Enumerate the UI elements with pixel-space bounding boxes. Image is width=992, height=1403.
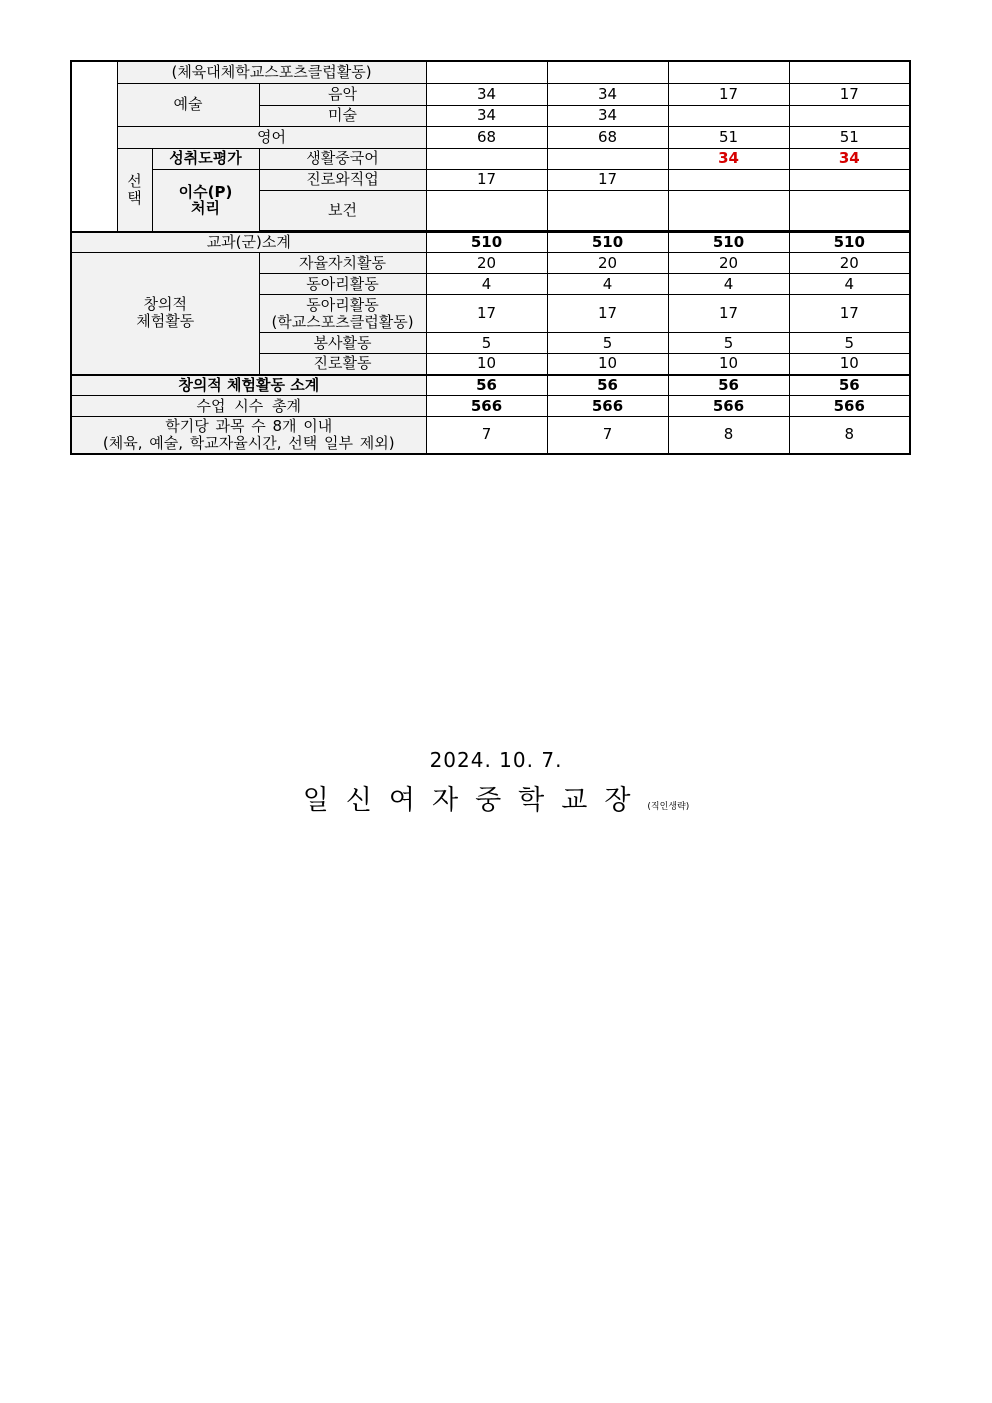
cell-self-gov-3: 20 [668,253,789,274]
label-achievement-eval: 성취도평가 [152,148,259,169]
label-chinese: 생활중국어 [259,148,426,169]
row-english [71,126,910,148]
cell-career-act-3: 10 [668,354,789,375]
cell-art-4 [789,105,910,126]
cell-club2-2: 17 [547,295,668,333]
row-total [71,396,910,417]
label-subjects-per-term: 학기당 과목 수 8개 이내 (체육, 예술, 학교자율시간, 선택 일부 제외) [71,417,426,454]
cell-volunteer-4: 5 [789,333,910,354]
label-english: 영어 [117,126,426,148]
cell-volunteer-1: 5 [426,333,547,354]
cell-chinese-2 [547,148,668,169]
cell-club2-1: 17 [426,295,547,333]
cell-club2-4: 17 [789,295,910,333]
cell-total-3: 566 [668,396,789,417]
cell-english-4: 51 [789,126,910,148]
label-creative-sub: 창의적 체험활동 소계 [71,375,426,396]
cell-creative-sub-2: 56 [547,375,668,396]
cell-health-4 [789,190,910,230]
cell-career-act-4: 10 [789,354,910,375]
label-self-gov: 자율자치활동 [259,253,426,274]
cell-total-1: 566 [426,396,547,417]
cell-music-4: 17 [789,83,910,105]
cell-health-2 [547,190,668,230]
cell-self-gov-2: 20 [547,253,668,274]
cell-art-3 [668,105,789,126]
cell-chinese-1 [426,148,547,169]
cell-pe-2 [547,61,668,83]
cell-health-1 [426,190,547,230]
cell-subtotal-1: 510 [426,232,547,253]
label-club: 동아리활동 [259,274,426,295]
school-name: 일신여자중학교장 [302,785,648,816]
cell-club-4: 4 [789,274,910,295]
cell-club-3: 4 [668,274,789,295]
label-art: 미술 [259,105,426,126]
cell-music-3: 17 [668,83,789,105]
row-subtotal [71,232,910,253]
cell-club2-3: 17 [668,295,789,333]
cell-total-2: 566 [547,396,668,417]
label-subtotal: 교과(군)소계 [71,232,426,253]
school-principal [0,778,992,817]
cell-art-2: 34 [547,105,668,126]
cell-chinese-3: 34 [668,148,789,169]
cell-health-3 [668,190,789,230]
label-elective: 선 택 [117,148,152,232]
row-chinese [71,148,910,169]
cell-self-gov-1: 20 [426,253,547,274]
label-pe-club: (체육대체학교스포츠클럽활동) [117,61,426,83]
label-music: 음악 [259,83,426,105]
cell-chinese-4: 34 [789,148,910,169]
cell-music-1: 34 [426,83,547,105]
cell-art-1: 34 [426,105,547,126]
cell-english-1: 68 [426,126,547,148]
label-health: 보건 [259,190,426,230]
cell-english-3: 51 [668,126,789,148]
row-career [71,169,910,190]
row-creative-sub [71,375,910,396]
row-self-gov [71,253,910,274]
cell-subjects-3: 8 [668,417,789,454]
cell-total-4: 566 [789,396,910,417]
cell-subtotal-4: 510 [789,232,910,253]
row-pe-club [71,61,910,83]
label-volunteer: 봉사활동 [259,333,426,354]
cell-creative-sub-3: 56 [668,375,789,396]
cell-pe-1 [426,61,547,83]
cell-music-2: 34 [547,83,668,105]
label-pass-p: 이수(P) 처리 [152,169,259,232]
cell-career-act-1: 10 [426,354,547,375]
curriculum-table [70,60,911,455]
label-creative: 창의적 체험활동 [71,253,259,375]
cell-career-act-2: 10 [547,354,668,375]
group-spacer [71,61,117,232]
cell-self-gov-4: 20 [789,253,910,274]
cell-club-1: 4 [426,274,547,295]
cell-volunteer-2: 5 [547,333,668,354]
label-career: 진로와직업 [259,169,426,190]
cell-career-1: 17 [426,169,547,190]
cell-subtotal-2: 510 [547,232,668,253]
cell-subtotal-3: 510 [668,232,789,253]
label-club2: 동아리활동 (학교스포츠클럽활동) [259,295,426,333]
cell-subjects-4: 8 [789,417,910,454]
cell-career-2: 17 [547,169,668,190]
label-career-act: 진로활동 [259,354,426,375]
label-total: 수업 시수 총계 [71,396,426,417]
row-subjects-per-term [71,417,910,454]
cell-english-2: 68 [547,126,668,148]
cell-volunteer-3: 5 [668,333,789,354]
label-arts: 예술 [117,83,259,126]
cell-creative-sub-4: 56 [789,375,910,396]
issue-date: 2024. 10. 7. [429,748,563,772]
cell-subjects-2: 7 [547,417,668,454]
cell-career-4 [789,169,910,190]
cell-pe-4 [789,61,910,83]
cell-career-3 [668,169,789,190]
row-music [71,83,910,105]
cell-pe-3 [668,61,789,83]
seal-omitted-note: (직인생략) [647,802,690,812]
cell-club-2: 4 [547,274,668,295]
cell-creative-sub-1: 56 [426,375,547,396]
cell-subjects-1: 7 [426,417,547,454]
